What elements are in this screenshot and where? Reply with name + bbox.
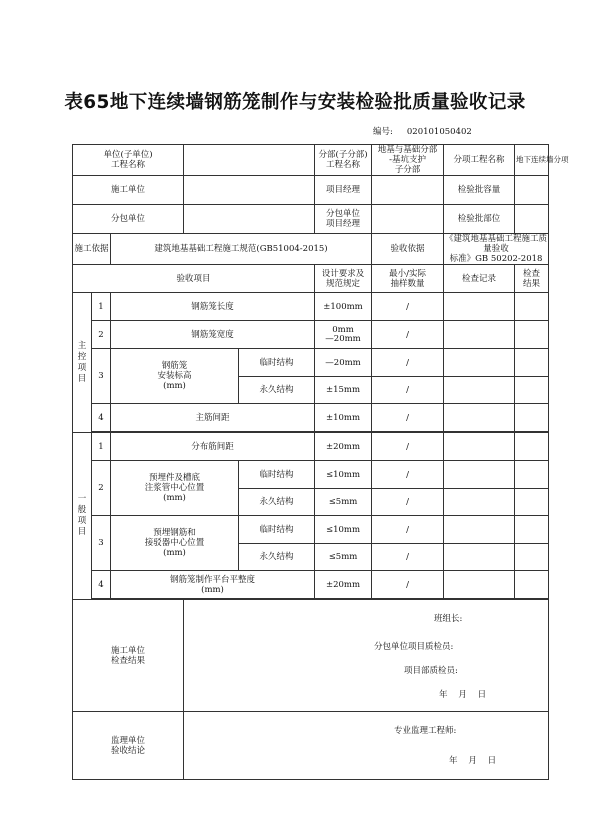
- row-name: 预埋件及槽底 注浆管中心位置 (mm): [111, 461, 239, 516]
- row-name: 分布筋间距: [111, 433, 315, 461]
- row-record[interactable]: [444, 293, 515, 321]
- table-row: [73, 571, 549, 599]
- row-design: ±20mm: [315, 571, 372, 599]
- subcontractor-value[interactable]: [184, 205, 315, 234]
- row-record[interactable]: [444, 433, 515, 461]
- supervision-date: 年 月 日: [449, 756, 497, 766]
- row-no: 2: [92, 461, 111, 516]
- row-record[interactable]: [444, 349, 515, 377]
- table-row: [73, 321, 549, 349]
- row-record[interactable]: [444, 489, 515, 516]
- row-record[interactable]: [444, 461, 515, 489]
- col-design: 设计要求及 规范规定: [315, 265, 372, 293]
- row-sub-label: 临时结构: [239, 516, 315, 544]
- row-result[interactable]: [515, 349, 549, 377]
- col-record: 检查记录: [444, 265, 515, 293]
- acceptance-basis-value: 《建筑地基基础工程施工质量验收 标准》GB 50202-2018: [445, 234, 548, 264]
- row-sample: /: [372, 544, 444, 571]
- contractor-value[interactable]: [184, 176, 315, 205]
- main-control-label: 主 控 项 目: [73, 293, 92, 433]
- row-design: —20mm: [315, 349, 372, 377]
- supervision-row: [73, 712, 549, 780]
- basis-label: 施工依据: [73, 234, 111, 265]
- construction-check-area[interactable]: [184, 600, 549, 712]
- code-value: 020101050402: [406, 127, 472, 137]
- unit-name-value[interactable]: [184, 145, 315, 176]
- row-result[interactable]: [515, 544, 549, 571]
- row-no: 1: [92, 293, 111, 321]
- batch-capacity-value[interactable]: [515, 176, 549, 205]
- row-sub-label: 临时结构: [239, 349, 315, 377]
- row-result[interactable]: [515, 404, 549, 432]
- col-item: 验收项目: [73, 265, 315, 293]
- row-no: 2: [92, 321, 111, 349]
- row-no: 1: [92, 433, 111, 461]
- row-design: ±15mm: [315, 377, 372, 404]
- row-design: ±20mm: [315, 433, 372, 461]
- row-record[interactable]: [444, 377, 515, 404]
- header-row-unit: [73, 145, 549, 176]
- row-design: ±10mm: [315, 404, 372, 432]
- row-no: 4: [92, 571, 111, 599]
- row-sample: /: [372, 571, 444, 599]
- row-result[interactable]: [515, 377, 549, 404]
- leader-signature: 班组长:: [434, 614, 463, 624]
- table-row: [73, 404, 549, 432]
- row-result[interactable]: [515, 293, 549, 321]
- row-design: 0mm —20mm: [315, 321, 372, 349]
- row-no: 3: [92, 349, 111, 404]
- row-name: 主筋间距: [111, 404, 315, 432]
- row-sample: /: [372, 516, 444, 544]
- sub-division-value: 地基与基础分部 -基坑支护 子分部: [372, 145, 444, 176]
- sub-pm-value[interactable]: [372, 205, 444, 234]
- header-row-subcontractor: [73, 205, 549, 234]
- column-header-row: [73, 265, 549, 293]
- col-result: 检查 结果: [515, 265, 549, 293]
- header-row-contractor: [73, 176, 549, 205]
- table-row: [73, 433, 549, 461]
- construction-check-row: [73, 600, 549, 712]
- supervision-label: 监理单位 验收结论: [73, 712, 184, 780]
- document-code: [373, 125, 472, 137]
- row-sub-label: 永久结构: [239, 489, 315, 516]
- row-record[interactable]: [444, 404, 515, 432]
- row-name: 钢筋笼宽度: [111, 321, 315, 349]
- row-design: ≤5mm: [315, 489, 372, 516]
- row-sample: /: [372, 349, 444, 377]
- construction-date: 年 月 日: [439, 690, 487, 700]
- sub-pm-label: 分包单位 项目经理: [315, 205, 372, 234]
- sub-item-label: 分项工程名称: [444, 145, 515, 176]
- row-result[interactable]: [515, 571, 549, 599]
- batch-location-label: 检验批部位: [444, 205, 515, 234]
- inspector-signature: 项目部质检员:: [404, 666, 458, 676]
- contractor-label: 施工单位: [73, 176, 184, 205]
- row-sample: /: [372, 377, 444, 404]
- pm-value[interactable]: [372, 176, 444, 205]
- pm-label: 项目经理: [315, 176, 372, 205]
- sub-inspector-signature: 分包单位项目质检员:: [374, 642, 454, 652]
- row-design: ≤10mm: [315, 516, 372, 544]
- batch-capacity-label: 检验批容量: [444, 176, 515, 205]
- subcontractor-label: 分包单位: [73, 205, 184, 234]
- header-row-basis: [73, 234, 549, 265]
- col-sample: 最小/实际 抽样数量: [372, 265, 444, 293]
- row-design: ≤10mm: [315, 461, 372, 489]
- unit-name-label: 单位(子单位) 工程名称: [73, 145, 184, 176]
- acceptance-basis-label: 验收依据: [372, 234, 444, 265]
- row-name: 钢筋笼长度: [111, 293, 315, 321]
- row-no: 3: [92, 516, 111, 571]
- sub-item-value: 地下连续墙分项: [515, 145, 549, 176]
- row-sample: /: [372, 321, 444, 349]
- row-sub-label: 永久结构: [239, 544, 315, 571]
- row-design: ±100mm: [315, 293, 372, 321]
- acceptance-record-table: [72, 144, 569, 780]
- row-sample: /: [372, 489, 444, 516]
- basis-value: 建筑地基基础工程施工规范(GB51004-2015): [111, 234, 372, 265]
- row-record[interactable]: [444, 516, 515, 544]
- row-record[interactable]: [444, 321, 515, 349]
- batch-location-value[interactable]: [515, 205, 549, 234]
- row-record[interactable]: [444, 544, 515, 571]
- row-name: 钢筋笼 安装标高 (mm): [111, 349, 239, 404]
- table-row: [73, 461, 549, 489]
- sub-division-label: 分部(子分部) 工程名称: [315, 145, 372, 176]
- row-result[interactable]: [515, 321, 549, 349]
- row-sample: /: [372, 433, 444, 461]
- row-design: ≤5mm: [315, 544, 372, 571]
- row-name: 钢筋笼制作平台平整度 (mm): [111, 571, 315, 599]
- general-label: 一 般 项 目: [73, 433, 92, 600]
- row-no: 4: [92, 404, 111, 432]
- table-row: [73, 516, 549, 544]
- construction-check-label: 施工单位 检查结果: [73, 600, 184, 712]
- table-row: [73, 293, 549, 321]
- row-result[interactable]: [515, 461, 549, 489]
- code-label: 编号:: [373, 127, 393, 137]
- row-record[interactable]: [444, 571, 515, 599]
- row-sub-label: 永久结构: [239, 377, 315, 404]
- row-sub-label: 临时结构: [239, 461, 315, 489]
- row-result[interactable]: [515, 516, 549, 544]
- table-row: [73, 349, 549, 377]
- row-sample: /: [372, 404, 444, 432]
- row-result[interactable]: [515, 433, 549, 461]
- engineer-signature: 专业监理工程师:: [394, 726, 457, 736]
- supervision-area[interactable]: [184, 712, 549, 780]
- row-name: 预埋钢筋和 接驳器中心位置 (mm): [111, 516, 239, 571]
- row-result[interactable]: [515, 489, 549, 516]
- row-sample: /: [372, 293, 444, 321]
- row-sample: /: [372, 461, 444, 489]
- page-title: 表65地下连续墙钢筋笼制作与安装检验批质量验收记录: [64, 92, 526, 113]
